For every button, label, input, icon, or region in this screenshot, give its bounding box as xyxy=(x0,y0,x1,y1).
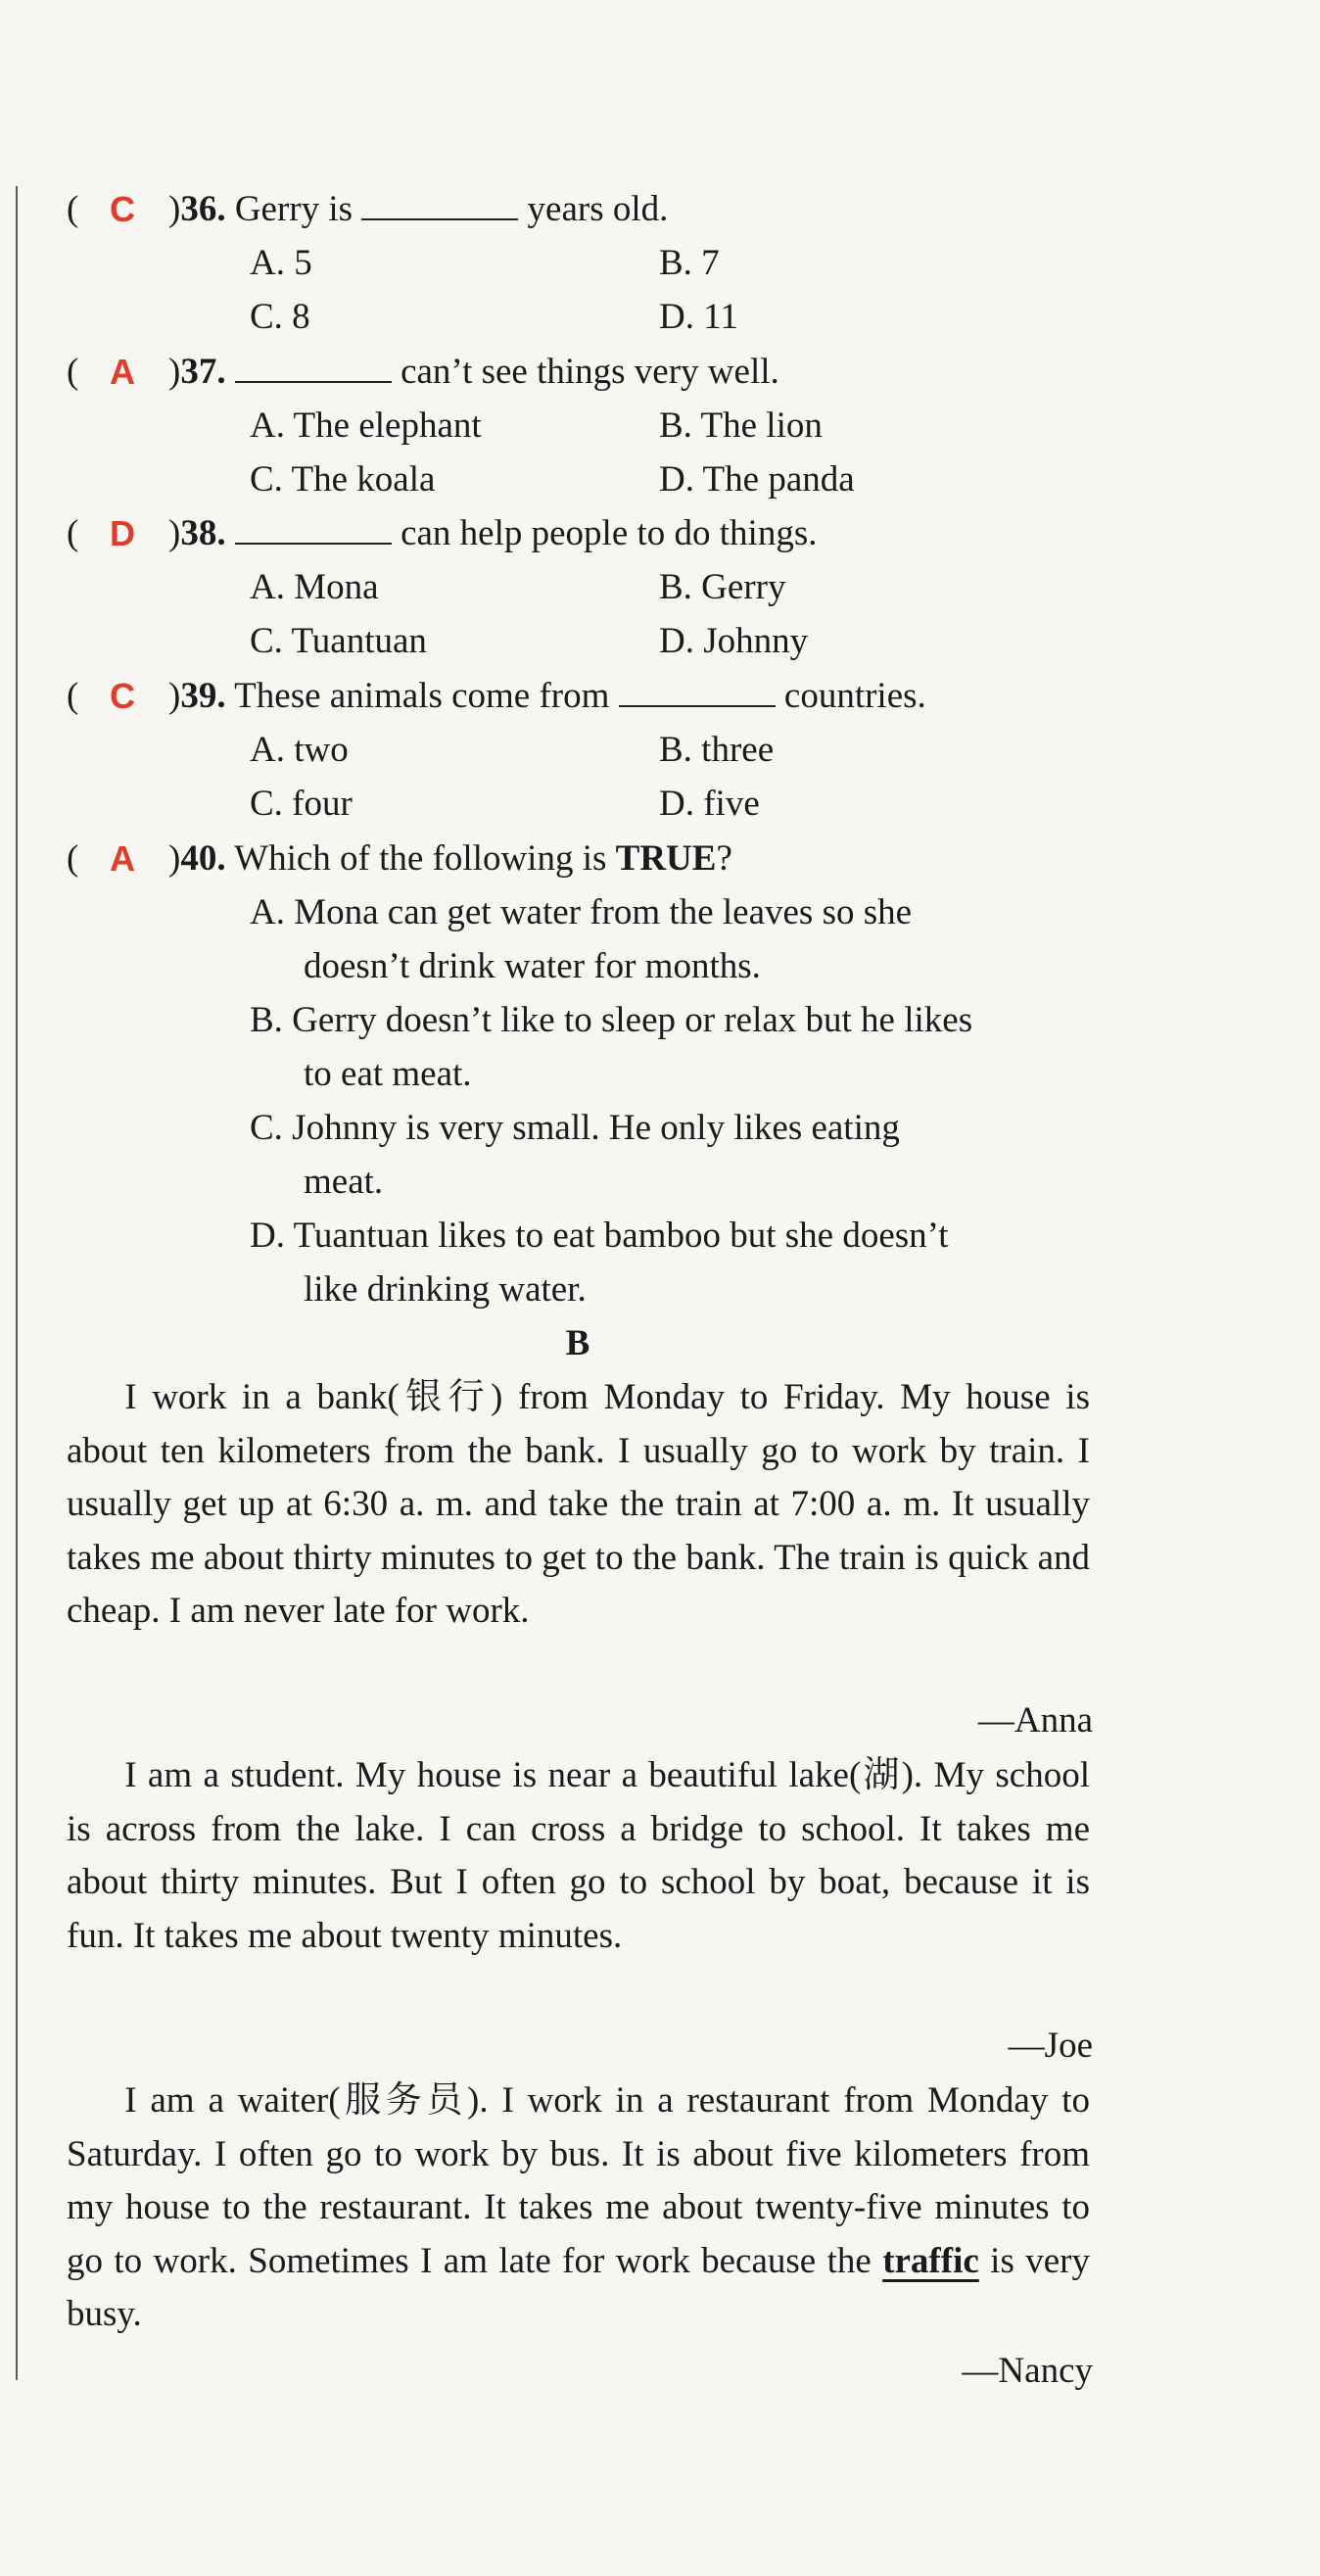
question-stem: )39. These animals come from countries. xyxy=(168,676,926,716)
option-b-line1: B. Gerry doesn’t like to sleep or relax but he likes xyxy=(250,1000,973,1040)
answer-38: D xyxy=(110,513,135,553)
option-d: D. The panda xyxy=(659,459,855,500)
text-after: is very busy. xyxy=(67,2240,1090,2334)
option-a: A. The elephant xyxy=(250,405,482,446)
question-number: 38. xyxy=(180,513,226,553)
passage-nancy xyxy=(67,2075,1090,2342)
passage-text: I am a student. My house is near a beautiful lake(湖). My school is across from the lake. I can cross a bridge to school. It takes me about thirty minutes. But I often go to school by boat, because it is fun. It takes me about twenty minutes. xyxy=(67,1755,1090,1956)
stem-before: These animals come from xyxy=(234,676,610,716)
question-stem: )37. can’t see things very well. xyxy=(168,352,779,392)
stem-after: countries. xyxy=(783,676,926,716)
question-stem: )38. can help people to do things. xyxy=(168,513,818,553)
section-b-heading: B xyxy=(565,1323,590,1363)
option-c: C. four xyxy=(250,784,353,824)
option-a-line2: doesn’t drink water for months. xyxy=(304,946,761,986)
option-b: B. 7 xyxy=(659,243,720,283)
answer-40: A xyxy=(110,838,135,879)
question-number: 36. xyxy=(180,189,226,229)
passage-text: I work in a bank(银行) from Monday to Friday. My house is about ten kilometers from the bank. I usually go to work by train. I usually get up at 6:30 a. m. and take the train at 7:00 a. m. It usually takes me about thirty minutes to get to the bank. The train is quick and cheap. I am never late for work. xyxy=(67,1377,1090,1631)
option-c: C. The koala xyxy=(250,459,436,500)
question-stem: )36. Gerry is years old. xyxy=(168,189,669,229)
answer-39: C xyxy=(110,676,135,716)
option-c: C. 8 xyxy=(250,297,310,337)
paren-open: ( xyxy=(67,352,79,392)
passage-anna xyxy=(67,1371,1090,1639)
question-number: 40. xyxy=(180,838,226,879)
option-a: A. Mona xyxy=(250,567,379,607)
answer-37: A xyxy=(110,352,135,392)
option-d: D. five xyxy=(659,784,760,824)
answer-blank xyxy=(619,676,776,707)
paren-open: ( xyxy=(67,676,79,716)
option-b-line2: to eat meat. xyxy=(304,1054,472,1094)
option-a: A. 5 xyxy=(250,243,312,283)
text-before: I am a waiter(服务员). I work in a restaurant from Monday to Saturday. I often go to work by bus. It is about five kilometers from my house to the restaurant. It takes me about twenty-five minutes to go to work. Sometimes I am late for work because the xyxy=(67,2080,1090,2281)
stem-after: ? xyxy=(716,838,732,879)
answer-36: C xyxy=(110,189,135,229)
option-b: B. three xyxy=(659,730,775,770)
question-number: 39. xyxy=(180,676,226,716)
option-a-line1: A. Mona can get water from the leaves so she xyxy=(250,892,913,932)
paren-open: ( xyxy=(67,513,79,553)
option-b: B. Gerry xyxy=(659,567,786,607)
answer-blank xyxy=(361,189,518,220)
option-d: D. 11 xyxy=(659,297,738,337)
question-stem: )40. Which of the following is TRUE? xyxy=(168,838,732,879)
option-b: B. The lion xyxy=(659,405,823,446)
option-d: D. Johnny xyxy=(659,621,809,661)
option-a: A. two xyxy=(250,730,349,770)
stem-before: Gerry is xyxy=(234,189,354,229)
question-number: 37. xyxy=(180,352,226,392)
passage-joe xyxy=(67,1749,1090,1963)
signature-joe: —Joe xyxy=(1008,2026,1093,2066)
stem-after: years old. xyxy=(527,189,669,229)
option-d-line1: D. Tuantuan likes to eat bamboo but she doesn’t xyxy=(250,1216,949,1256)
answer-blank xyxy=(235,352,392,383)
option-c-line1: C. Johnny is very small. He only likes eating xyxy=(250,1108,900,1148)
stem-after: can’t see things very well. xyxy=(401,352,779,392)
option-d-line2: like drinking water. xyxy=(304,1269,587,1310)
paren-open: ( xyxy=(67,189,79,229)
stem-before: Which of the following is xyxy=(234,838,607,879)
signature-nancy: —Nancy xyxy=(962,2351,1093,2391)
answer-blank xyxy=(235,513,392,545)
underlined-word-traffic: traffic xyxy=(882,2240,979,2281)
option-c: C. Tuantuan xyxy=(250,621,427,661)
paren-open: ( xyxy=(67,838,79,879)
margin-rule xyxy=(16,186,18,2380)
option-c-line2: meat. xyxy=(304,1162,384,1202)
stem-after: can help people to do things. xyxy=(401,513,818,553)
stem-bold: TRUE xyxy=(615,838,717,879)
signature-anna: —Anna xyxy=(977,1700,1093,1741)
passage-text xyxy=(67,2075,1090,2342)
